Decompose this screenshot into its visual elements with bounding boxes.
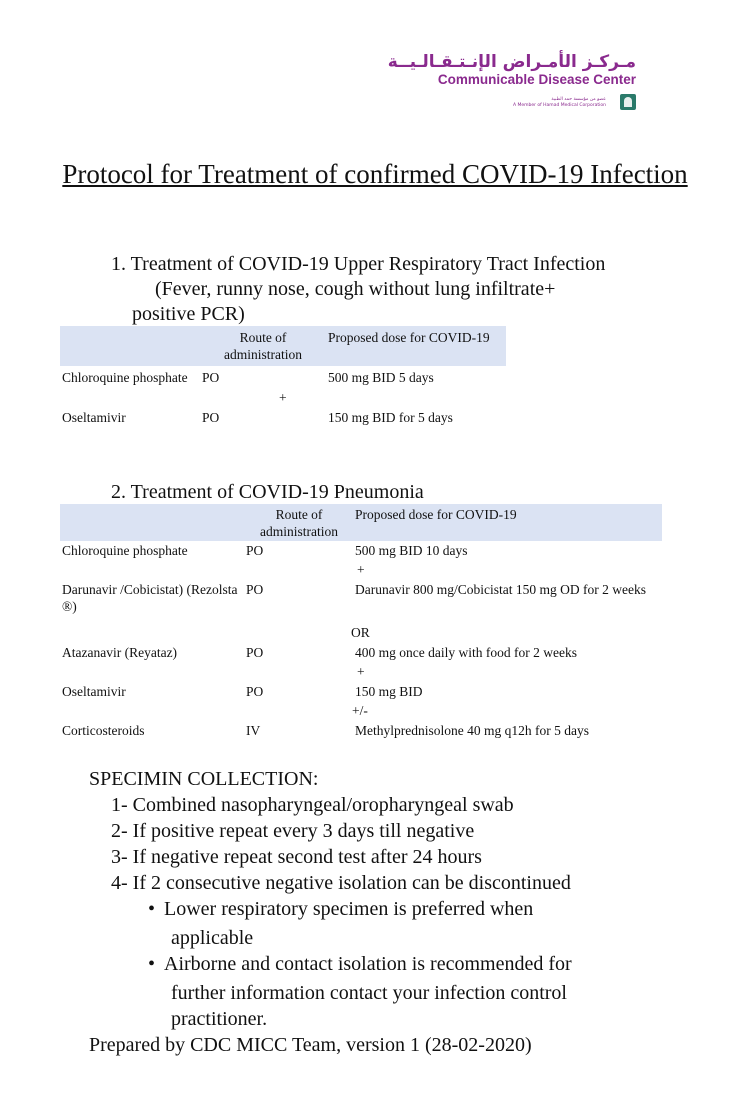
- table1-row2-drug: Oseltamivir: [62, 410, 126, 425]
- table1-col-route: Route of administration: [224, 330, 302, 362]
- hmc-logo-icon: [620, 94, 636, 110]
- specimen-bullet-2-line3: practitioner.: [171, 1008, 268, 1030]
- specimen-bullet-1-line1: Lower respiratory specimen is preferred when: [164, 898, 534, 920]
- section1-heading-line2: (Fever, runny nose, cough without lung infiltrate+: [155, 278, 556, 300]
- table2-col-route: Route of administration: [260, 507, 338, 539]
- table2-row1-route: PO: [246, 543, 264, 558]
- table2-row1-dose: 500 mg BID 10 days: [355, 543, 468, 558]
- logo-subtitle: [513, 97, 606, 108]
- logo-subtitle-english: A Member of Hamad Medical Corporation: [512, 102, 606, 108]
- specimen-item-2: 2- If positive repeat every 3 days till negative: [111, 820, 475, 842]
- section1-heading: 1. Treatment of COVID-19 Upper Respiratory Tract Infection: [111, 253, 606, 275]
- table2-row5-drug: Corticosteroids: [62, 723, 145, 738]
- section2-heading: 2. Treatment of COVID-19 Pneumonia: [111, 481, 424, 503]
- table2-row3-dose: 400 mg once daily with food for 2 weeks: [355, 645, 577, 660]
- table2-row4-route: PO: [246, 684, 264, 699]
- footer-prepared-by: Prepared by CDC MICC Team, version 1 (28-02-2020): [89, 1034, 532, 1056]
- table2-row2-route: PO: [246, 582, 264, 597]
- specimen-item-3: 3- If negative repeat second test after 24 hours: [111, 846, 482, 868]
- table2-col-dose: Proposed dose for COVID-19: [355, 507, 517, 522]
- table1-row1-route: PO: [202, 370, 220, 385]
- logo-arabic-text: مـركـز الأمـراض الإنـتـقـالـيــة: [387, 52, 636, 72]
- bullet-1-icon: •: [148, 898, 156, 920]
- logo-english-text: Communicable Disease Center: [437, 72, 636, 87]
- section1-heading-line3: positive PCR): [132, 303, 245, 325]
- table2-row4-drug: Oseltamivir: [62, 684, 126, 699]
- table1-col-dose: Proposed dose for COVID-19: [328, 330, 490, 345]
- table1-row1-dose: 500 mg BID 5 days: [328, 370, 434, 385]
- specimen-item-4: 4- If 2 consecutive negative isolation can be discontinued: [111, 872, 571, 894]
- table1-plus-separator: +: [279, 390, 287, 405]
- specimen-item-1: 1- Combined nasopharyngeal/oropharyngeal swab: [111, 794, 514, 816]
- table2-row1-separator: +: [357, 562, 365, 577]
- table2-row5-route: IV: [246, 723, 261, 738]
- table1-row1-drug: Chloroquine phosphate: [62, 370, 188, 385]
- specimen-bullet-2-line2: further information contact your infection control: [171, 982, 567, 1004]
- table2-row4-dose: 150 mg BID: [355, 684, 423, 699]
- table2-row1-drug: Chloroquine phosphate: [62, 543, 188, 558]
- table2-row3-route: PO: [246, 645, 264, 660]
- logo-subtitle-arabic: عضو من مؤسسة حمد الطبية: [551, 97, 606, 102]
- table2-row5-dose: Methylprednisolone 40 mg q12h for 5 days: [355, 723, 589, 738]
- bullet-2-icon: •: [148, 953, 156, 975]
- table2-row2-dose: Darunavir 800 mg/Cobicistat 150 mg OD for 2 weeks: [355, 582, 646, 597]
- table1-row2-dose: 150 mg BID for 5 days: [328, 410, 453, 425]
- table2-row2-drug: Darunavir /Cobicistat) (Rezolsta ®): [62, 582, 238, 614]
- page-title: Protocol for Treatment of confirmed COVID-19 Infection: [62, 159, 688, 189]
- table2-row3-separator: +: [357, 664, 365, 679]
- table2-row2-separator: OR: [351, 625, 370, 640]
- specimen-bullet-1-line2: applicable: [171, 927, 254, 949]
- specimen-bullet-2-line1: Airborne and contact isolation is recommended for: [164, 953, 572, 975]
- table2-row3-drug: Atazanavir (Reyataz): [62, 645, 178, 660]
- specimen-heading: SPECIMIN COLLECTION:: [89, 768, 319, 790]
- table1-row2-route: PO: [202, 410, 220, 425]
- table2-row4-separator: +/-: [352, 703, 368, 718]
